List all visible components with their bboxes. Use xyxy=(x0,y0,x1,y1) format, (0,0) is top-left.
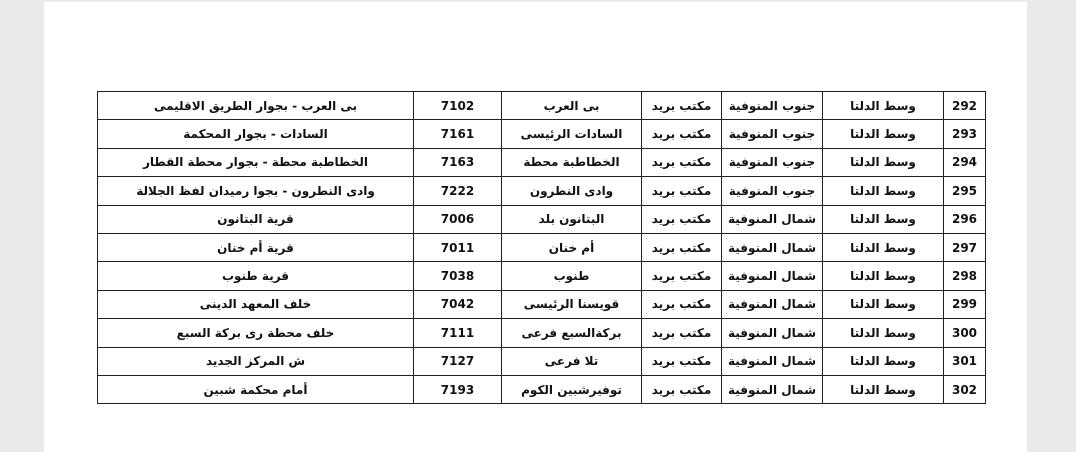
table-row xyxy=(98,177,986,205)
table-row xyxy=(98,375,986,403)
area-cell: شمال المنوفية xyxy=(722,262,823,290)
row-number-cell: 300 xyxy=(944,319,986,347)
table-row xyxy=(98,290,986,318)
region-cell: وسط الدلتا xyxy=(823,177,944,205)
address-cell: وادى النطرون - بجوا رميدان لفظ الجلالة xyxy=(98,177,414,205)
area-cell: شمال المنوفية xyxy=(722,205,823,233)
table-row xyxy=(98,233,986,261)
table-row xyxy=(98,92,986,120)
area-cell: شمال المنوفية xyxy=(722,290,823,318)
office-name-cell: قويسنا الرئيسى xyxy=(502,290,642,318)
office-name-cell: بى العرب xyxy=(502,92,642,120)
area-cell: جنوب المنوفية xyxy=(722,148,823,176)
office-type-cell: مكتب بريد xyxy=(642,290,722,318)
region-cell: وسط الدلتا xyxy=(823,233,944,261)
area-cell: جنوب المنوفية xyxy=(722,92,823,120)
area-cell: شمال المنوفية xyxy=(722,233,823,261)
office-name-cell: وادى النطرون xyxy=(502,177,642,205)
table-row xyxy=(98,148,986,176)
table-row xyxy=(98,347,986,375)
office-type-cell: مكتب بريد xyxy=(642,347,722,375)
office-type-cell: مكتب بريد xyxy=(642,148,722,176)
office-type-cell: مكتب بريد xyxy=(642,319,722,347)
office-code-cell: 7038 xyxy=(414,262,502,290)
row-number-cell: 301 xyxy=(944,347,986,375)
address-cell: خلف محطة رى بركة السبع xyxy=(98,319,414,347)
address-cell: السادات - بجوار المحكمة xyxy=(98,120,414,148)
office-code-cell: 7222 xyxy=(414,177,502,205)
area-cell: جنوب المنوفية xyxy=(722,120,823,148)
office-code-cell: 7163 xyxy=(414,148,502,176)
post-offices-table xyxy=(97,91,986,404)
row-number-cell: 299 xyxy=(944,290,986,318)
region-cell: وسط الدلتا xyxy=(823,319,944,347)
office-type-cell: مكتب بريد xyxy=(642,233,722,261)
office-name-cell: الخطاطبة محطة xyxy=(502,148,642,176)
region-cell: وسط الدلتا xyxy=(823,148,944,176)
office-type-cell: مكتب بريد xyxy=(642,120,722,148)
office-type-cell: مكتب بريد xyxy=(642,205,722,233)
area-cell: شمال المنوفية xyxy=(722,319,823,347)
office-type-cell: مكتب بريد xyxy=(642,262,722,290)
office-code-cell: 7011 xyxy=(414,233,502,261)
office-type-cell: مكتب بريد xyxy=(642,177,722,205)
office-code-cell: 7127 xyxy=(414,347,502,375)
region-cell: وسط الدلتا xyxy=(823,290,944,318)
document-page xyxy=(44,2,1027,452)
office-type-cell: مكتب بريد xyxy=(642,375,722,403)
office-name-cell: السادات الرئيسى xyxy=(502,120,642,148)
area-cell: شمال المنوفية xyxy=(722,347,823,375)
office-code-cell: 7102 xyxy=(414,92,502,120)
address-cell: قرية أم خنان xyxy=(98,233,414,261)
office-name-cell: توفيرشبين الكوم xyxy=(502,375,642,403)
address-cell: قرية البتانون xyxy=(98,205,414,233)
row-number-cell: 293 xyxy=(944,120,986,148)
address-cell: بى العرب - بجوار الطريق الاقليمى xyxy=(98,92,414,120)
table-body xyxy=(98,92,986,404)
table-row xyxy=(98,205,986,233)
address-cell: ش المركز الجديد xyxy=(98,347,414,375)
office-name-cell: بركةالسبع فرعى xyxy=(502,319,642,347)
region-cell: وسط الدلتا xyxy=(823,262,944,290)
office-name-cell: أم خنان xyxy=(502,233,642,261)
office-code-cell: 7042 xyxy=(414,290,502,318)
office-type-cell: مكتب بريد xyxy=(642,92,722,120)
table-row xyxy=(98,262,986,290)
address-cell: الخطاطبة محطة - بجوار محطة القطار xyxy=(98,148,414,176)
row-number-cell: 294 xyxy=(944,148,986,176)
office-code-cell: 7111 xyxy=(414,319,502,347)
office-code-cell: 7193 xyxy=(414,375,502,403)
row-number-cell: 296 xyxy=(944,205,986,233)
office-name-cell: تلا فرعى xyxy=(502,347,642,375)
area-cell: جنوب المنوفية xyxy=(722,177,823,205)
region-cell: وسط الدلتا xyxy=(823,120,944,148)
region-cell: وسط الدلتا xyxy=(823,347,944,375)
row-number-cell: 295 xyxy=(944,177,986,205)
region-cell: وسط الدلتا xyxy=(823,92,944,120)
area-cell: شمال المنوفية xyxy=(722,375,823,403)
office-name-cell: طنوب xyxy=(502,262,642,290)
region-cell: وسط الدلتا xyxy=(823,375,944,403)
row-number-cell: 292 xyxy=(944,92,986,120)
region-cell: وسط الدلتا xyxy=(823,205,944,233)
table-row xyxy=(98,120,986,148)
address-cell: أمام محكمة شبين xyxy=(98,375,414,403)
table-row xyxy=(98,319,986,347)
office-code-cell: 7161 xyxy=(414,120,502,148)
office-code-cell: 7006 xyxy=(414,205,502,233)
row-number-cell: 302 xyxy=(944,375,986,403)
row-number-cell: 298 xyxy=(944,262,986,290)
address-cell: قرية طنوب xyxy=(98,262,414,290)
office-name-cell: البتانون بلد xyxy=(502,205,642,233)
address-cell: خلف المعهد الدينى xyxy=(98,290,414,318)
row-number-cell: 297 xyxy=(944,233,986,261)
